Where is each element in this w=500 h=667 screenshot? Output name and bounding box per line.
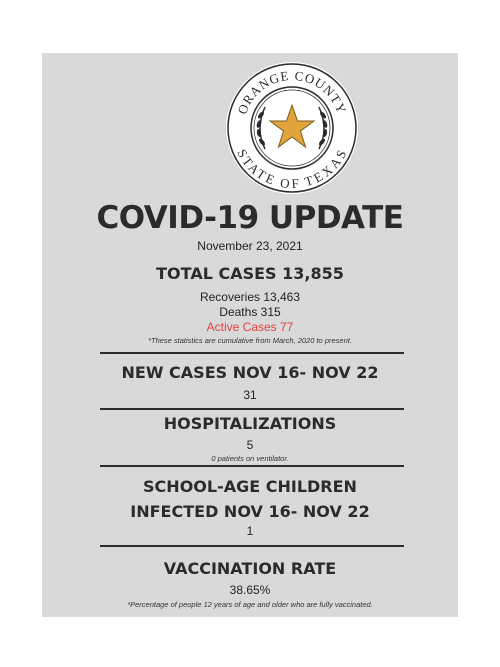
divider <box>100 352 404 354</box>
cumulative-note: *These statistics are cumulative from March, 2020 to present. <box>148 336 352 345</box>
update-date: November 23, 2021 <box>197 239 303 253</box>
divider <box>100 408 404 410</box>
active-cases-text: Active Cases 77 <box>206 320 294 334</box>
county-seal <box>225 61 359 195</box>
new-cases-heading: NEW CASES NOV 16- NOV 22 <box>121 363 379 382</box>
total-cases-heading: TOTAL CASES 13,855 <box>156 264 344 283</box>
vaccination-value: 38.65% <box>229 583 271 597</box>
school-heading-line2: INFECTED NOV 16- NOV 22 <box>130 502 370 521</box>
school-heading-line1: SCHOOL-AGE CHILDREN <box>143 477 357 496</box>
seal-bottom-text: STATE OF TEXAS <box>234 146 350 192</box>
hospitalizations-heading: HOSPITALIZATIONS <box>163 414 337 433</box>
deaths-text: Deaths 315 <box>219 305 281 319</box>
new-cases-value: 31 <box>243 388 257 402</box>
divider <box>100 545 404 547</box>
covid-update-card <box>42 53 458 617</box>
vaccination-heading: VACCINATION RATE <box>163 559 337 578</box>
recoveries-text: Recoveries 13,463 <box>199 290 301 304</box>
ventilator-note: 0 patients on ventilator. <box>211 454 289 463</box>
page-title: COVID-19 UPDATE <box>96 200 404 236</box>
texas-star-seal-icon <box>225 61 359 195</box>
school-value: 1 <box>246 524 254 538</box>
vaccination-note: *Percentage of people 12 years of age and older who are fully vaccinated. <box>127 600 373 609</box>
divider <box>100 465 404 467</box>
seal-top-text: ORANGE COUNTY <box>234 67 350 117</box>
hospitalizations-value: 5 <box>246 438 254 452</box>
